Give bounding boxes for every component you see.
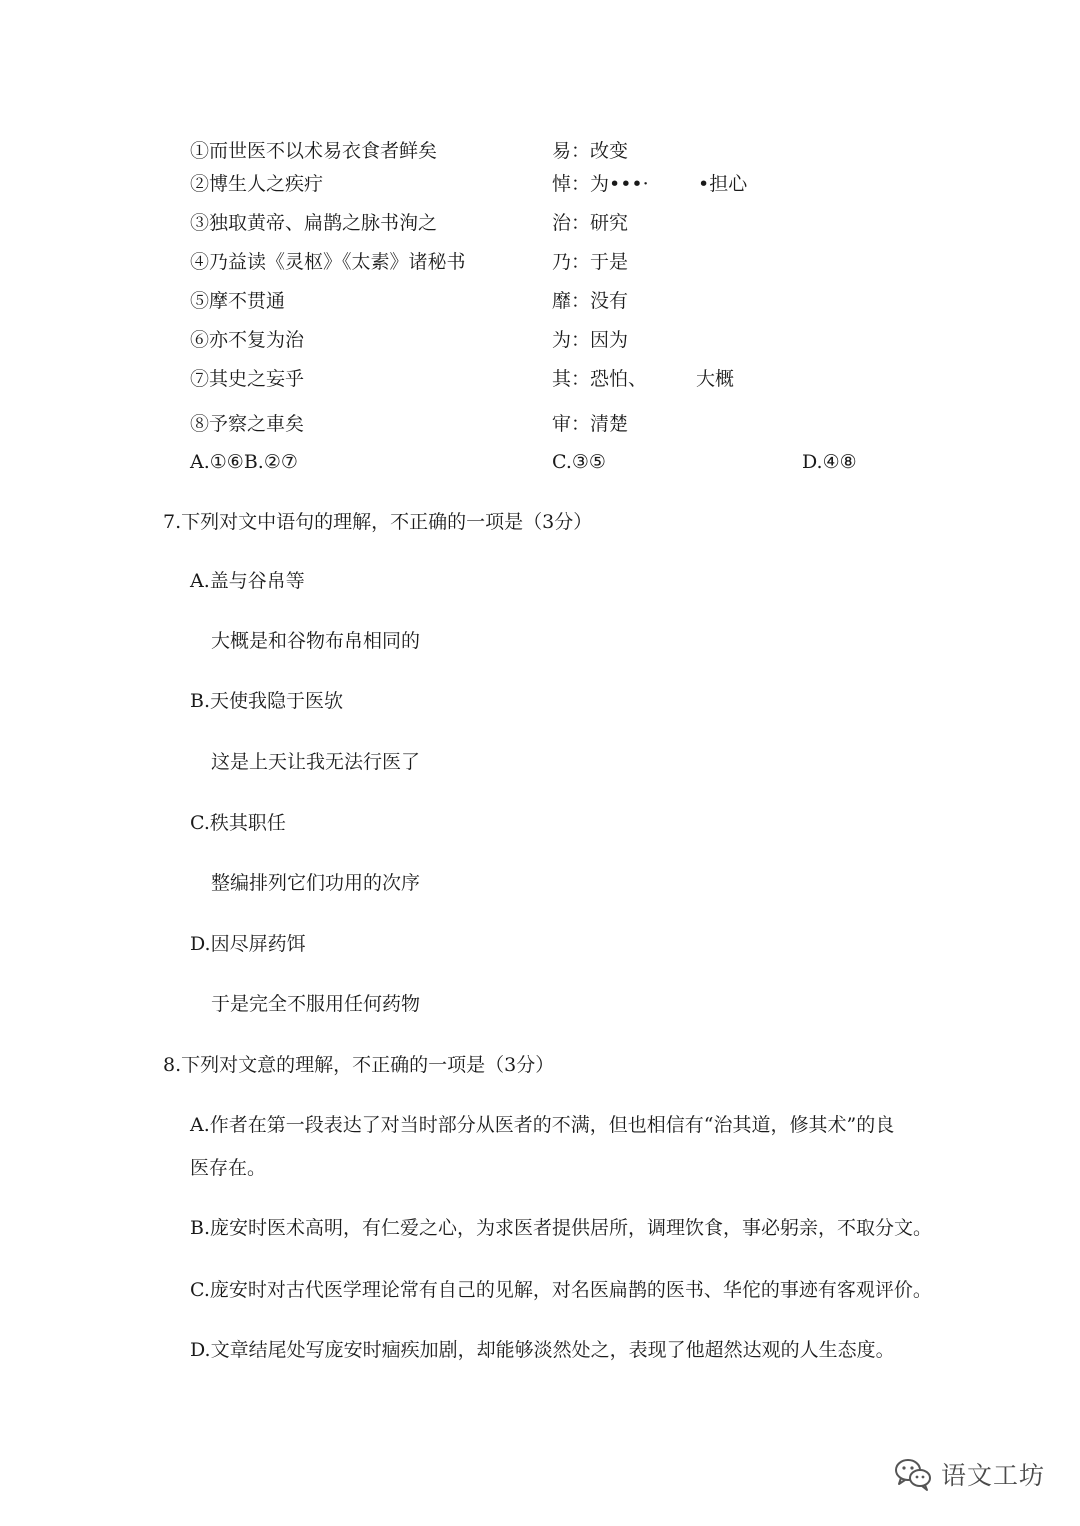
q6-gloss-5: 靡：没有 [552, 290, 629, 312]
q6-gloss-3: 治：研究 [552, 212, 629, 234]
q6-option-d: D.④⑧ [802, 451, 857, 473]
q6-gloss-7-extra: 大概 [696, 368, 735, 390]
q6-gloss-4: 乃：于是 [552, 251, 629, 273]
q6-sentence-4: ④乃益读《灵枢》《太素》诸秘书 [190, 251, 466, 273]
q7-option-c: C.秩其职任 [190, 812, 286, 834]
q7-option-a: A.盖与谷帛等 [190, 570, 305, 592]
q8-option-a-line2: 医存在。 [190, 1157, 267, 1179]
watermark-text: 语文工坊 [941, 1461, 1046, 1490]
q6-sentence-2: ②博生人之疾疔 [190, 173, 324, 195]
q6-sentence-5: ⑤摩不贯通 [190, 290, 286, 312]
q7-option-c-explain: 整编排列它们功用的次序 [211, 872, 421, 894]
q7-option-d: D.因尽屏药饵 [190, 933, 306, 955]
q6-sentence-6: ⑥亦不复为治 [190, 329, 305, 351]
q6-gloss-8: 审：清楚 [552, 413, 629, 435]
q6-gloss-1: 易：改变 [552, 140, 629, 162]
q6-sentence-7: ⑦其史之妄乎 [190, 368, 305, 390]
watermark [893, 1452, 1045, 1496]
q6-option-ab: A.①⑥B.②⑦ [190, 451, 298, 473]
q6-gloss-2: 悼：为•••· [552, 173, 649, 195]
q8-option-d: D.文章结尾处写庞安时痼疾加剧，却能够淡然处之，表现了他超然达观的人生态度。 [190, 1339, 895, 1361]
q6-option-c: C.③⑤ [552, 451, 606, 473]
q8-stem: 8.下列对文意的理解，不正确的一项是（3分） [163, 1054, 555, 1076]
q6-sentence-8: ⑧予察之車矣 [190, 413, 305, 435]
q7-option-b-explain: 这是上天让我无法行医了 [211, 751, 421, 773]
q7-option-a-explain: 大概是和谷物布帛相同的 [211, 630, 421, 652]
q6-gloss-6: 为：因为 [552, 329, 629, 351]
wechat-icon [893, 1456, 933, 1492]
q6-gloss-2-extra: •担心 [698, 173, 748, 195]
q7-option-d-explain: 于是完全不服用任何药物 [211, 993, 421, 1015]
q6-sentence-1: ①而世医不以术易衣食者鲜矣 [190, 140, 438, 162]
q8-option-c: C.庞安时对古代医学理论常有自己的见解，对名医扁鹊的医书、华佗的事迹有客观评价。 [190, 1279, 932, 1301]
q6-sentence-3: ③独取黄帝、扁鹊之脉书洵之 [190, 212, 438, 234]
q8-option-b: B.庞安时医术高明，有仁爱之心，为求医者提供居所，调理饮食，事必躬亲，不取分文。 [190, 1217, 933, 1239]
q8-option-a-line1: A.作者在第一段表达了对当时部分从医者的不满，但也相信有“治其道，修其术”的良 [190, 1114, 895, 1136]
q7-option-b: B.天使我隐于医欤 [190, 690, 344, 712]
q6-gloss-7: 其：恐怕、 [552, 368, 648, 390]
q7-stem: 7.下列对文中语句的理解，不正确的一项是（3分） [163, 511, 593, 533]
